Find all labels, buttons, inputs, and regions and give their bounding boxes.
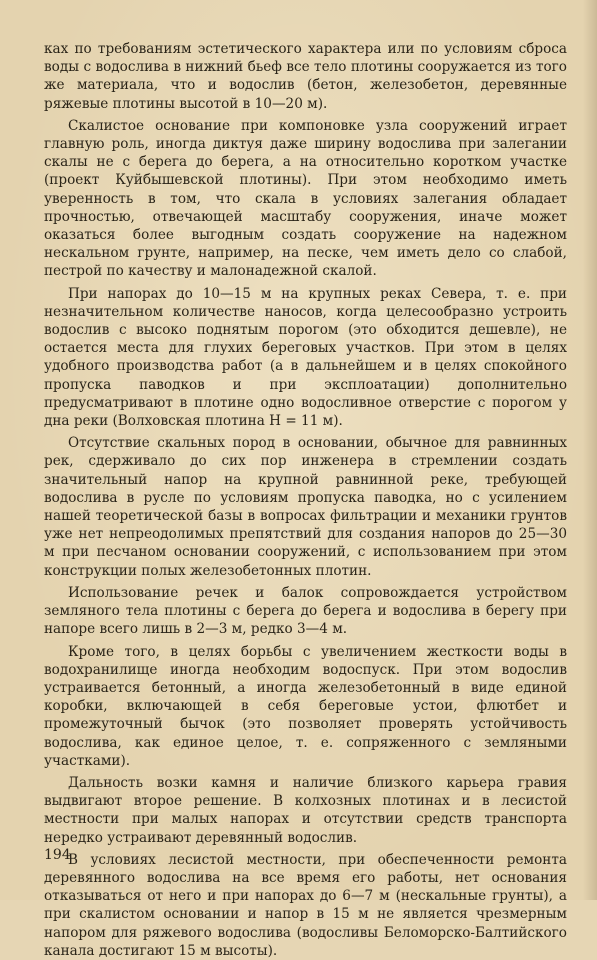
paragraph-plain-rivers: Отсутствие скальных пород в основании, обычное для равнинных рек, сдерживало до сих пор инженера в стремлении создать значительный напор на крупной равнинной реке, требующей водослива в русле по условиям пропуска паводка, но с усилением нашей теоретической базы в вопросах фильтрации и механики грунтов уже нет непреодолимых препятствий для создания напоров до 25—30 м при песчаном основании сооружений, с использованием при этом конструкции полых железобетонных плотин.: [44, 435, 567, 579]
paragraph-rocky-foundation: Скалистое основание при компоновке узла сооружений играет главную роль, иногда диктуя даже ширину водослива при залегании скалы не с берега до берега, а на относительно коротком участке (проект Куйбышевской плотины). При этом необходимо иметь уверенность в том, что скала в условиях залегания обладает прочностью, отвечающей масштабу сооружения, иначе может оказаться более выгодным создать сооружение на надежном нескальном грунте, например, на песке, чем иметь дело со слабой, пестрой по качеству и малонадежной скалой.: [44, 117, 567, 280]
paragraph-forest-areas: В условиях лесистой местности, при обеспеченности ремонта деревянного водослива на все время его работы, нет основания отказываться от него и при напорах до 6—7 м (нескальные грунты), а при скалистом основании и напор в 15 м не является чрезмерным напором для ряжевого водослива (водосливы Беломорско-Балтийского канала достигают 15 м высоты).: [44, 851, 567, 959]
paragraph-northern-rivers: При напорах до 10—15 м на крупных реках Севера, т. е. при незначительном количестве наносов, когда целесообразно устроить водослив с высоко поднятым порогом (это обходится дешевле), не остается места для глухих береговых участков. При этом в целях удобного производства работ (а в дальнейшем и в целях спокойного пропуска паводков и при эксплоатации) дополнительно предусматривают в плотине одно водосливное отверстие с порогом у дна реки (Волховская плотина H = 11 м).: [44, 285, 567, 430]
page-number: 194: [44, 847, 71, 863]
page-body-text: [44, 40, 567, 960]
paragraph-stone-transport: Дальность возки камня и наличие близкого карьера гравия выдвигают второе решение. В колхозных плотинах и в лесистой местности при малых напорах и отсутствии средств транспорта нередко устраивают деревянный водослив.: [44, 774, 567, 846]
paragraph-continuation: ках по требованиям эстетического характера или по условиям сброса воды с водослива в нижний бьеф все тело плотины сооружается из того же материала, что и водослив (бетон, железобетон, деревянные ряжевые плотины высотой в 10—20 м).: [44, 41, 567, 112]
paragraph-water-hardness: Кроме того, в целях борьбы с увеличением жесткости воды в водохранилище иногда необходим водоспуск. При этом водослив устраивается бетонный, а иногда железобетонный в виде единой коробки, включающей в себя береговые устои, флютбет и промежуточный бычок (это позволяет проверять устойчивость водослива, как единое целое, т. е. сопряженного с земляными участками).: [44, 643, 567, 769]
paragraph-streams-gullies: Использование речек и балок сопровождается устройством земляного тела плотины с берега до берега и водослива в берегу при напоре всего лишь в 2—3 м, редко 3—4 м.: [44, 584, 567, 638]
